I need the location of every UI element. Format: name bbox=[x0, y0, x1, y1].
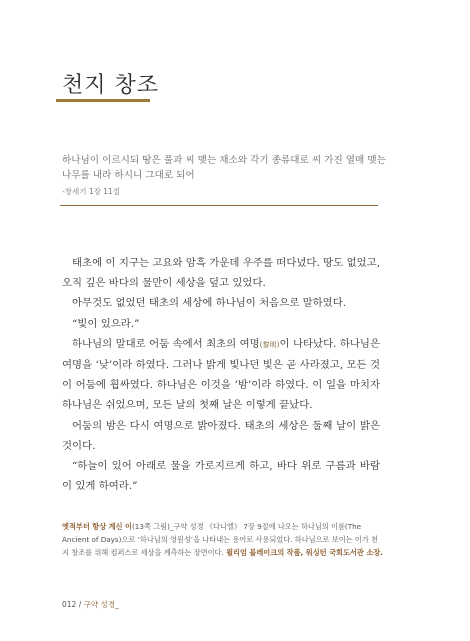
epigraph-source: -창세기 1장 11절 bbox=[62, 187, 121, 196]
hanja-note: (黎明) bbox=[259, 340, 280, 349]
paragraph: 아무것도 없었던 태초의 세상에 하나님이 처음으로 말하였다. bbox=[72, 297, 347, 310]
paragraph: “빛이 있으라.” bbox=[72, 317, 140, 330]
paragraph bbox=[62, 334, 380, 416]
book-title: 구약 성경_ bbox=[83, 600, 119, 609]
title-underline bbox=[56, 99, 150, 102]
caption-lead: 옛적부터 항상 계신 이 bbox=[62, 522, 132, 531]
body-text bbox=[62, 253, 380, 496]
paragraph-part: 하나님의 말대로 어둠 속에서 최초의 여명 bbox=[72, 337, 260, 350]
page-footer bbox=[62, 599, 119, 610]
epigraph-divider bbox=[60, 205, 378, 206]
paragraph: 태초에 이 지구는 고요와 암흑 가운데 우주를 떠다녔다. 땅도 없었고, 오직 깊은 바다의 물만이 세상을 덮고 있었다. bbox=[62, 257, 380, 290]
chapter-title: 천지 창조 bbox=[62, 73, 160, 98]
paragraph: 어둠의 밤은 다시 여명으로 밝아졌다. 태초의 세상은 둘째 날이 밝은 것이다. bbox=[62, 419, 380, 452]
caption-text: _구약 성경 《다니엘》 7장 9절에 나오는 하나님의 이름(The Ancient of Days)으로 ‘하나님의 영원성’을 나타내는 용어로 사용되었다. 하나님으로 보이는 이가 천지 창조를 위해 컴퍼스로 세상을 계측하는 장면이다. bbox=[62, 522, 378, 557]
paragraph-part: 이 나타났다. 하나님은 여명을 ‘낮’이라 하였다. 그러나 밝게 빛나던 빛은 곧 사라졌고, 모든 것이 어둠에 휩싸였다. 하나님은 이것을 ‘밤’이라 하였다. 이 일을 마치자 하나님은 쉬었으며, 모든 날의 첫째 날은 이렇게 끝났다. bbox=[62, 337, 381, 412]
caption-lead-note: (13쪽 그림) bbox=[132, 522, 170, 531]
caption-credit: 윌리엄 블레이크의 작품, 워싱턴 국회도서관 소장. bbox=[226, 548, 383, 557]
page-number: 012 bbox=[62, 600, 77, 609]
epigraph-text: 하나님이 이르시되 땅은 풀과 씨 맺는 채소와 각기 종류대로 씨 가진 열매 맺는 나무를 내라 하시니 그대로 되어 bbox=[62, 155, 386, 181]
image-caption bbox=[62, 520, 384, 559]
footer-separator: / bbox=[76, 600, 84, 609]
paragraph: “하늘이 있어 아래로 물을 가로지르게 하고, 바다 위로 구름과 바람이 있게 하여라.” bbox=[62, 460, 380, 493]
